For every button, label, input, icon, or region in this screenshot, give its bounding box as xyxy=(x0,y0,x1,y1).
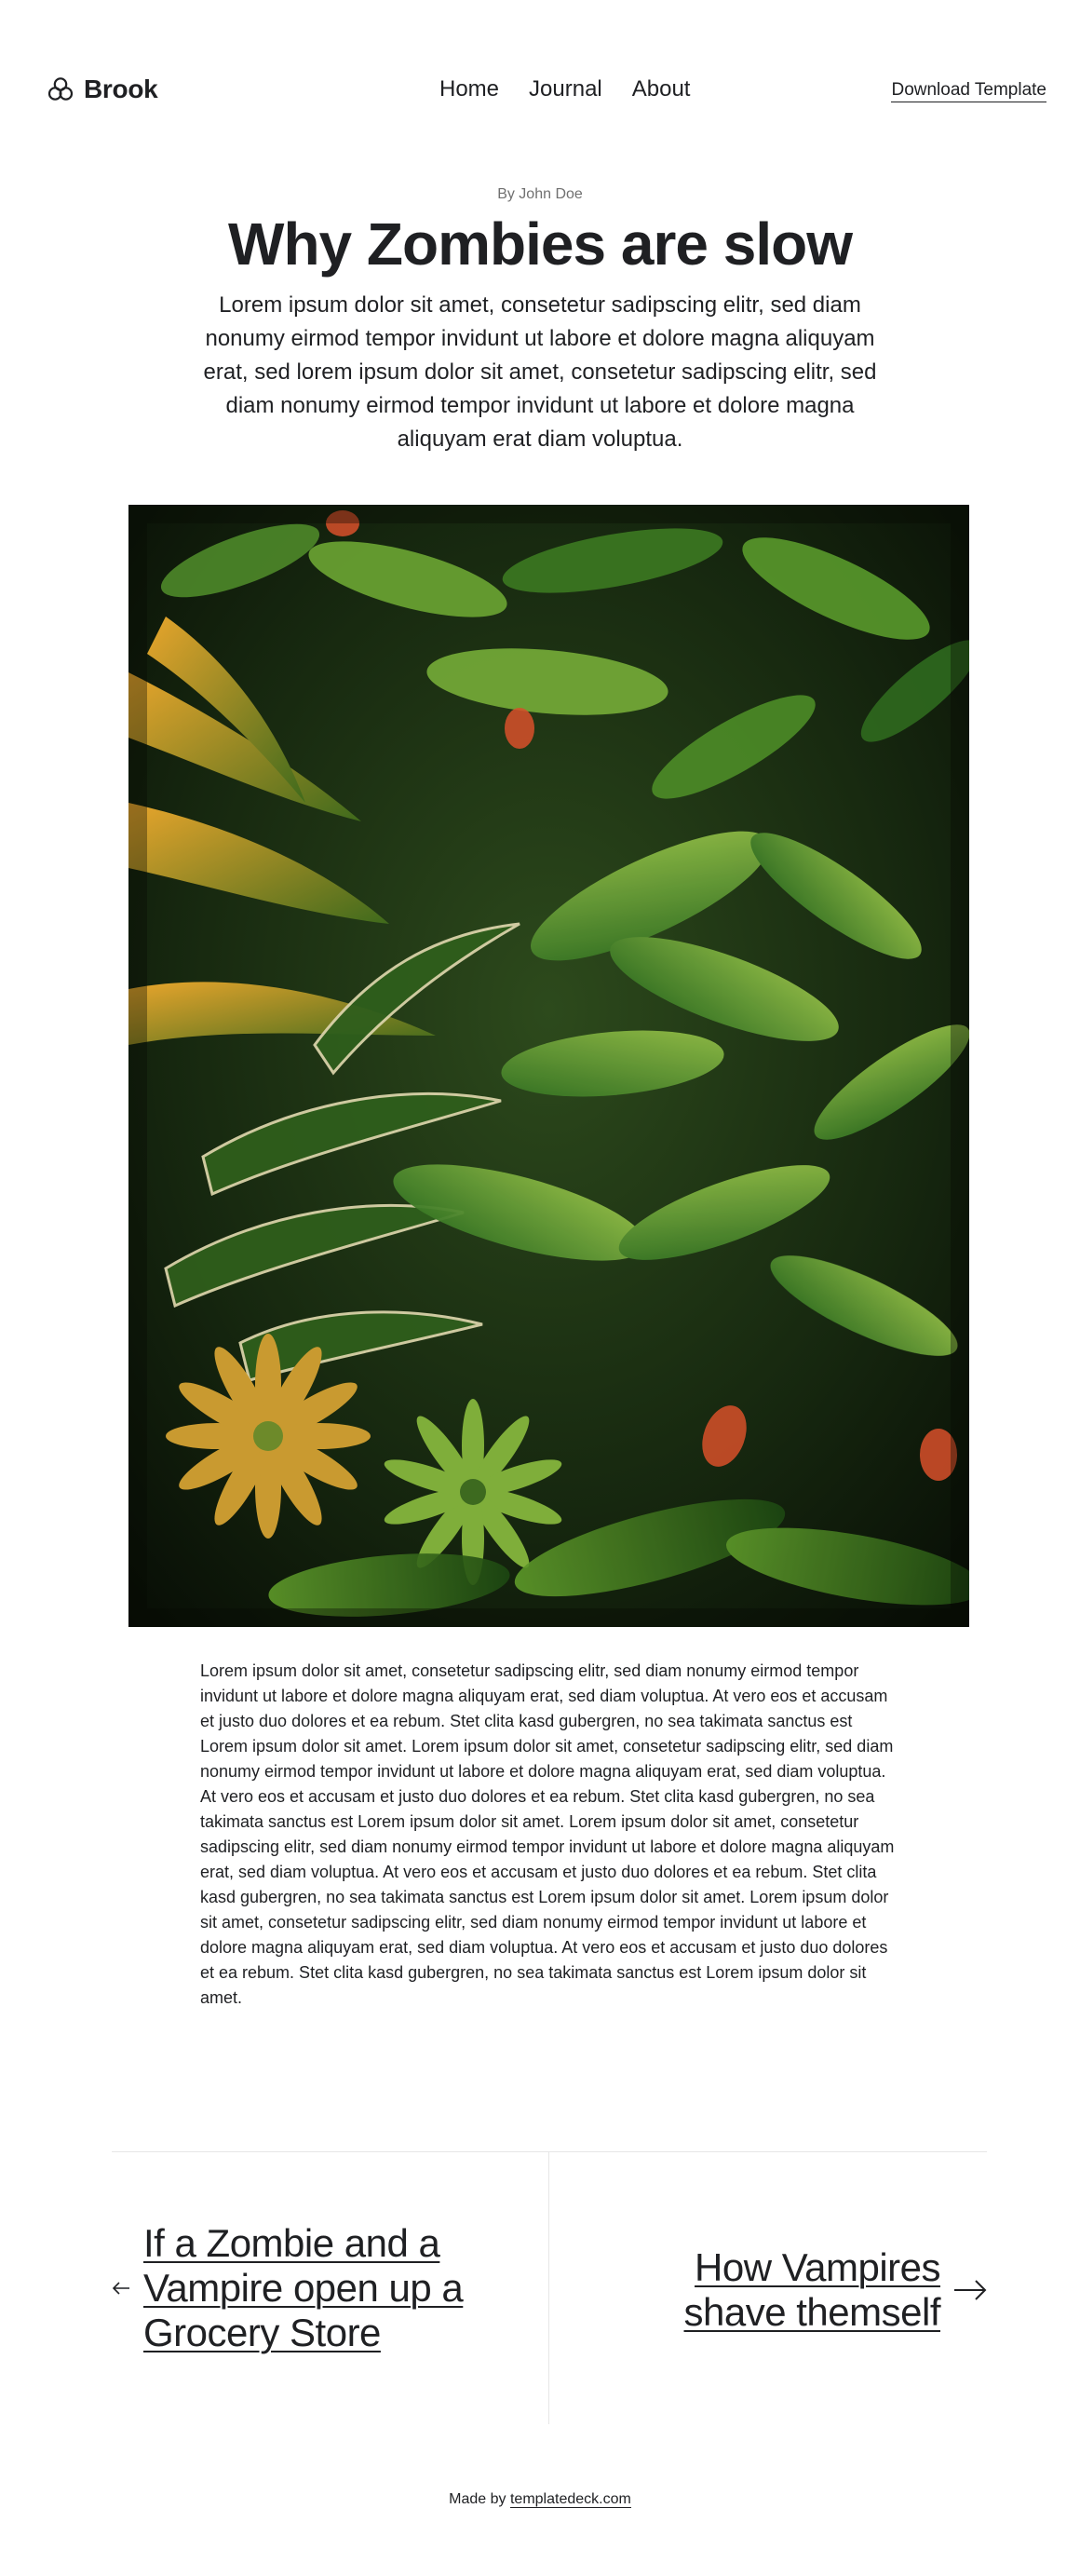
next-article-title: How Vampires shave themself xyxy=(683,2245,940,2334)
previous-article-title: If a Zombie and a Vampire open up a Grocery Store xyxy=(143,2221,464,2354)
site-header xyxy=(0,0,1080,183)
footer-credit-link[interactable]: templatedeck.com xyxy=(509,2491,631,2507)
arrow-right-icon xyxy=(953,2279,987,2301)
main-nav xyxy=(439,76,690,102)
footer-prefix: Made by xyxy=(449,2491,510,2507)
article-byline: By John Doe xyxy=(497,186,583,202)
pager-divider xyxy=(548,2152,549,2424)
foliage-illustration xyxy=(128,505,969,1627)
site-footer xyxy=(0,2491,1080,2508)
brand-logo-link[interactable] xyxy=(47,75,157,104)
article-pager xyxy=(112,2151,987,2423)
previous-article-link[interactable] xyxy=(112,2221,503,2355)
article-body: Lorem ipsum dolor sit amet, consetetur sadipscing elitr, sed diam nonumy eirmod tempor invidunt ut labore et dolore magna aliquyam erat, sed diam voluptua. At vero eos et accusam et justo duo dolores et ea rebum. Stet clita kasd gubergren, no sea takimata sanctus est Lorem ipsum dolor sit amet. Lorem ipsum dolor sit amet, consetetur sadipscing elitr, sed diam nonumy eirmod tempor invidunt ut labore et dolore magna aliquyam erat, sed diam voluptua. At vero eos et accusam et justo duo dolores et ea rebum. Stet clita kasd gubergren, no sea takimata sanctus est Lorem ipsum dolor sit amet. Lorem ipsum dolor sit amet, consetetur sadipscing elitr, sed diam nonumy eirmod tempor invidunt ut labore et dolore magna aliquyam erat, sed diam voluptua. At vero eos et accusam et justo duo dolores et ea rebum. Stet clita kasd gubergren, no sea takimata sanctus est Lorem ipsum dolor sit amet. Lorem ipsum dolor sit amet, consetetur sadipscing elitr, sed diam nonumy eirmod tempor invidunt ut labore et dolore magna aliquyam erat, sed diam voluptua. At vero eos et accusam et justo duo dolores et ea rebum. Stet clita kasd gubergren, no sea takimata sanctus est Lorem ipsum dolor sit amet. xyxy=(200,1661,895,2007)
arrow-left-icon xyxy=(112,2281,130,2296)
trefoil-logo-icon xyxy=(47,75,74,103)
article-title: Why Zombies are slow xyxy=(228,210,852,278)
brand-name: Brook xyxy=(84,75,158,103)
nav-item-about[interactable]: About xyxy=(631,76,691,102)
next-article-link[interactable] xyxy=(577,2245,987,2335)
nav-item-home[interactable]: Home xyxy=(439,76,500,102)
jungle-foliage-image xyxy=(128,505,969,1627)
nav-item-journal[interactable]: Journal xyxy=(529,76,602,102)
article-lead: Lorem ipsum dolor sit amet, consetetur sadipscing elitr, sed diam nonumy eirmod tempor invidunt ut labore et dolore magna aliquyam erat, sed lorem ipsum dolor sit amet, consetetur sadipscing elitr, sed diam nonumy eirmod tempor invidunt ut labore et dolore magna aliquyam erat diam voluptua. xyxy=(203,292,877,452)
download-template-link[interactable]: Download Template xyxy=(891,80,1046,102)
